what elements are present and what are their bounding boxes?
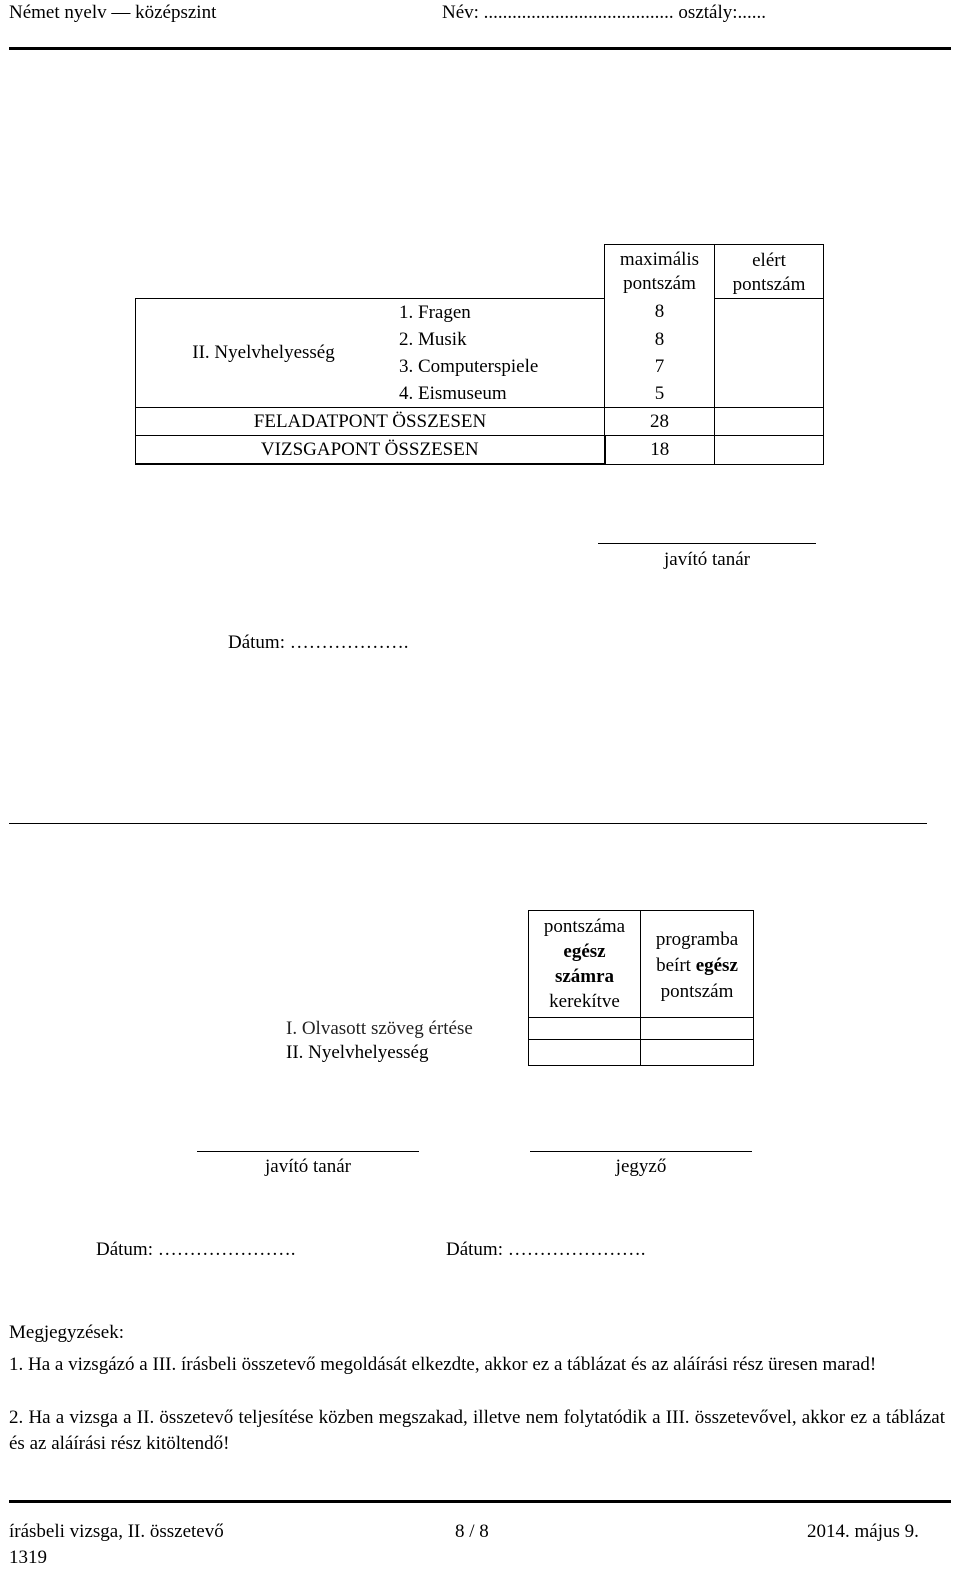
task-achieved-cell[interactable] [715, 353, 824, 380]
section-separator [9, 823, 927, 824]
signature-line [598, 543, 816, 544]
task-achieved-cell[interactable] [715, 326, 824, 353]
footer-date: 2014. május 9. [807, 1521, 919, 1542]
task-achieved-cell[interactable] [715, 380, 824, 408]
page-header-name-field: Név: ........................................ osztály:...... [442, 2, 767, 23]
notes-title: Megjegyzések: [9, 1322, 125, 1343]
task-max: 5 [605, 380, 715, 408]
task-max: 8 [605, 299, 715, 327]
rounded-score-cell[interactable] [529, 1018, 641, 1040]
total-exam-label: VIZSGAPONT ÖSSZESEN [136, 436, 605, 465]
task-max: 8 [605, 326, 715, 353]
signature-role: jegyző [615, 1156, 667, 1177]
signature-line [197, 1151, 419, 1152]
task-label: 2. Musik [399, 328, 467, 350]
summary-row-label: I. Olvasott szöveg értése [286, 1017, 473, 1039]
program-score-cell[interactable] [641, 1018, 754, 1040]
total-exam-value: 18 [605, 436, 715, 465]
note-1: 1. Ha a vizsgázó a III. írásbeli összetevő megoldását elkezdte, akkor ez a táblázat és az aláírási rész üresen marad! [9, 1354, 877, 1375]
score-table [135, 244, 824, 465]
signature-line [530, 1151, 752, 1152]
signature-date: Dátum: ………………. [228, 632, 409, 653]
program-score-header: programba beírt egész pontszám [641, 911, 754, 1018]
header-rule [9, 47, 951, 50]
rounded-score-cell[interactable] [529, 1040, 641, 1066]
program-score-cell[interactable] [641, 1040, 754, 1066]
achieved-score-header: elért pontszám [715, 245, 824, 299]
rounded-score-header: pontszáma egész számra kerekítve [529, 911, 641, 1018]
footer-rule [9, 1500, 951, 1503]
footer-page-number: 8 / 8 [455, 1521, 489, 1542]
summary-table [282, 910, 754, 1066]
task-label: 4. Eismuseum [399, 382, 507, 404]
section-label: II. Nyelvhelyesség [136, 299, 392, 408]
total-task-label: FELADATPONT ÖSSZESEN [136, 408, 605, 436]
total-exam-achieved-cell[interactable] [715, 436, 824, 465]
signature-date: Dátum: …………………. [96, 1239, 296, 1260]
signature-date: Dátum: …………………. [446, 1239, 646, 1260]
max-score-header: maximális pontszám [605, 245, 715, 299]
footer-left: írásbeli vizsga, II. összetevő [9, 1521, 224, 1542]
task-max: 7 [605, 353, 715, 380]
task-achieved-cell[interactable] [715, 299, 824, 327]
total-task-value: 28 [605, 408, 715, 436]
signature-role: javító tanár [664, 549, 750, 570]
total-task-achieved-cell[interactable] [715, 408, 824, 436]
footer-code: 1319 [9, 1547, 47, 1568]
signature-role: javító tanár [265, 1156, 351, 1177]
note-2: 2. Ha a vizsga a II. összetevő teljesítése közben megszakad, illetve nem folytatódik a III. összetevővel, akkor ez a táblázat és az aláírási rész kitöltendő! [9, 1407, 945, 1454]
page-header-subject: Német nyelv — középszint [9, 2, 217, 23]
summary-row-label: II. Nyelvhelyesség [286, 1041, 429, 1063]
task-label: 3. Computerspiele [399, 355, 539, 377]
task-label: 1. Fragen [391, 299, 605, 327]
